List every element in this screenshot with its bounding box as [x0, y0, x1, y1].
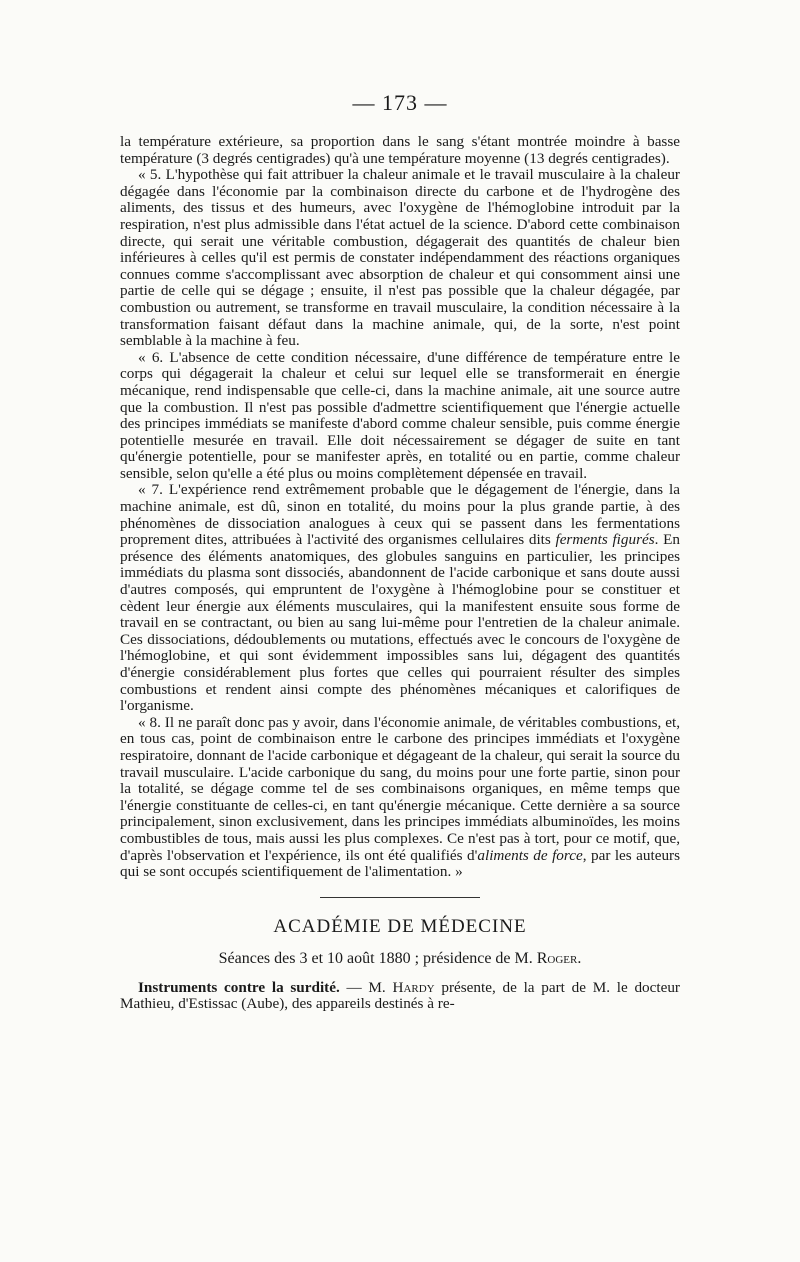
session-text: Séances des 3 et 10 août 1880 ; présidence de M. — [218, 949, 537, 967]
paragraph-mid: — M. — [339, 978, 393, 996]
paragraph-8 — [120, 715, 680, 881]
paragraph-1: la température extérieure, sa proportion dans le sang s'étant montrée moindre à basse température (3 degrés centigrades) qu'à une température moyenne (13 degrés centigrades). — [120, 133, 680, 167]
page — [120, 90, 680, 1013]
paragraph-6: « 6. L'absence de cette condition nécessaire, d'une différence de température entre le corps qui dégagerait la chaleur et celui sur lequel elle se transformerait en énergie mécanique, rend indispensable que celle-ci, dans la machine animale, ait une source autre que la combustion. Il n'est pas possible d'admettre scientifiquement que l'énergie actuelle des principes immédiats se manifeste d'abord comme chaleur sensible, puis comme énergie potentielle mesurée en travail. Elle doit nécessairement se dégager de suite en tant qu'énergie potentielle, pour se manifester après, en totalité ou en partie, comme chaleur sensible, selon qu'elle a été plus ou moins complètement dépensée en travail. — [120, 348, 680, 482]
presenter-name: Hardy — [392, 978, 435, 996]
paragraph-text: présente, de la part de M. le docteur Mathieu, d'Estissac (Aube), des appareils destinés à re- — [120, 978, 680, 1013]
paragraph-8-text-after: , par les auteurs qui se sont occupés scientifiquement de l'alimentation. » — [120, 846, 681, 881]
paragraph-instruments — [120, 980, 680, 1013]
session-end: . — [577, 949, 582, 967]
president-name: Roger — [536, 949, 578, 967]
paragraph-7-emphasis: ferments figurés — [555, 531, 655, 549]
session-line — [120, 950, 680, 968]
paragraph-7 — [120, 482, 680, 714]
paragraph-5: « 5. L'hypothèse qui fait attribuer la chaleur animale et le travail musculaire à la chaleur dégagée dans l'économie par la combinaison directe du carbone et de l'hydrogène des aliments, des tissus et des humeurs, avec l'oxygène de l'hémoglobine introduit par la respiration, n'est plus admissible dans l'état actuel de la science. D'abord cette combinaison directe, qui serait une véritable combustion, dégagerait des quantités de chaleur bien inférieures à celles qu'il est permis de constater indépendamment des réactions organiques connues comme s'accomplissant avec absorption de chaleur et qui consomment ainsi une partie de celle qui se dégage ; ensuite, il n'est pas possible que la chaleur dégagée, par combustion ou autrement, se transforme en travail musculaire, la condition nécessaire à la transformation faisant défaut dans la machine animale, qui, de la sorte, n'est point semblable à la machine à feu. — [120, 166, 680, 350]
section-divider — [320, 897, 480, 898]
paragraph-8-text-before: « 8. Il ne paraît donc pas y avoir, dans l'économie animale, de véritables combustions, et, en tous cas, point de combinaison entre le carbone des principes immédiats et l'oxygène respiratoire, donnant de l'acide carbonique et dégageant de la chaleur, qui serait la source du travail musculaire. L'acide carbonique du sang, du moins pour une forte partie, sinon pour la totalité, se dégage comme tel de ses combinaisons organiques, en même temps que l'énergie constituante de celles-ci, en tant qu'énergie mécanique. Cette dernière a sa source principalement, sinon exclusivement, dans les principes immédiats albuminoïdes, les moins combustibles de tous, mais aussi les plus complexes. Ce n'est pas à tort, pour ce motif, que, d'après l'observation et l'expérience, ils ont été qualifiés d' — [120, 713, 680, 864]
paragraph-7-text-after: . En présence des éléments anatomiques, des globules sanguins en particulier, les principes immédiats du plasma sont dissociés, abandonnent de l'acide carbonique et sans doute aussi d'autres composés, qui empruntent de l'oxygène à l'hémoglobine pour se constituer et cèdent leur énergie aux éléments musculaires, qui la manifestent ensuite sous forme de travail en se contractant, ou bien au sang lui-même pour l'entretien de la chaleur animale. Ces dissociations, dédoublements ou mutations, effectués avec le concours de l'oxygène de l'hémoglobine, et qui sont évidemment impossibles sans lui, dégagent des quantités d'énergie considérablement plus fortes que celles qui pourraient résulter des simples combustions et rendent ainsi compte des phénomènes mécaniques et calorifiques de l'organisme. — [120, 531, 680, 715]
section-title: ACADÉMIE DE MÉDECINE — [273, 915, 527, 937]
paragraph-lead: Instruments contre la surdité. — [138, 978, 340, 996]
paragraph-7-text-before: « 7. L'expérience rend extrêmement probable que le dégagement de l'énergie, dans la machine animale, est dû, sinon en totalité, du moins pour la plus grande partie, à des phénomènes de dissociation analogues à ceux qui se passent dans les fermentations proprement dites, attribuées à l'activité des organismes cellulaires dits — [120, 481, 680, 549]
paragraph-8-emphasis: aliments de force — [477, 846, 583, 864]
page-number: — 173 — — [352, 90, 448, 115]
